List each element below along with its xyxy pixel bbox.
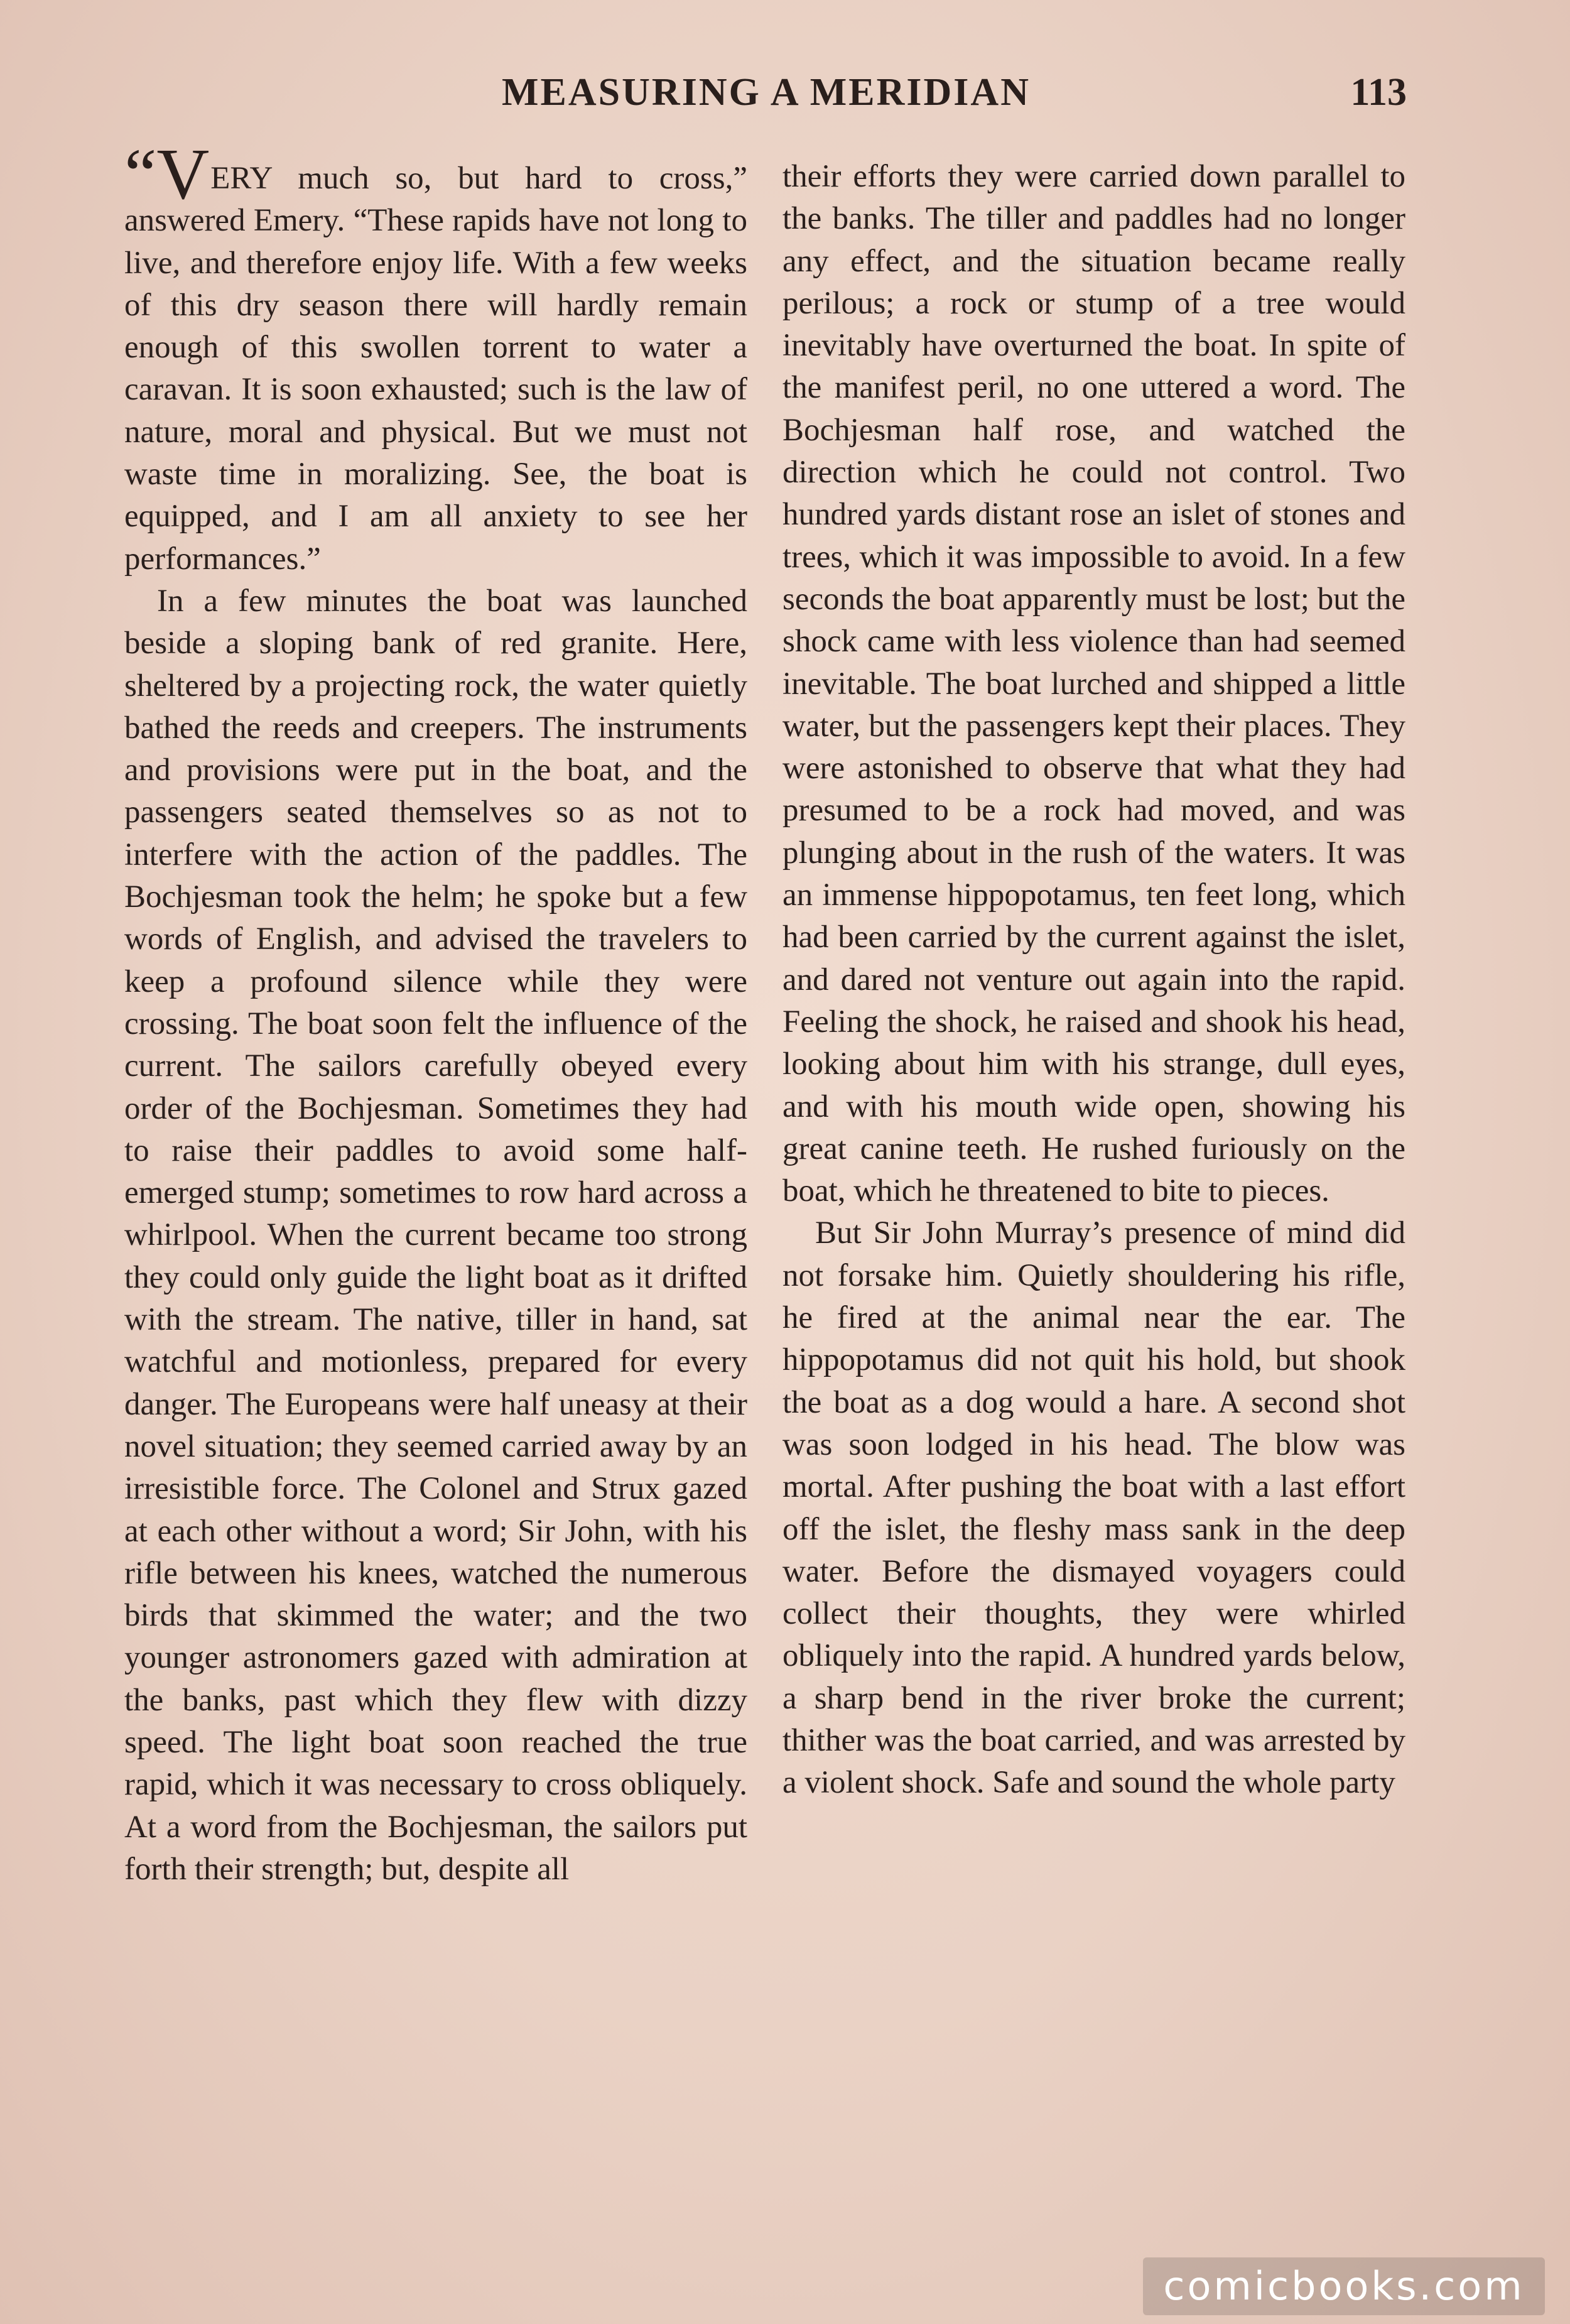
paragraph: their efforts they were carried down parallel to the banks. The tiller and paddles had no longer any effect, and the situation became really perilous; a rock or stump of a tree would inevitably have overturned the boat. In spite of the manifest peril, no one uttered a word. The Bochjesman half rose, and watched the direction which he could not control. Two hundred yards distant rose an islet of stones and trees, which it was impossible to avoid. In a few seconds the boat apparently must be lost; but the shock came with less violence than had seemed inevitable. The boat lurched and shipped a little water, but the passengers kept their places. They were astonished to observe that what they had presumed to be a rock had moved, and was plunging about in the rush of the waters. It was an immense hippopotamus, ten feet long, which had been carried by the current against the islet, and dared not venture out again into the rapid. Feeling the shock, he raised and shook his head, looking about him with his strange, dull eyes, and with his mouth wide open, showing his great canine teeth. He rushed furiously on the boat, which he threatened to bite to pieces. <box>782 159 1405 1209</box>
paragraph-text: ERY much so, but hard to cross,” answered Emery. “These rapids have not long to live, and therefore enjoy life. With a few weeks of this dry season there will hardly remain enough of this swollen torrent to water a caravan. It is soon exhausted; such is the law of nature, moral and physical. But we must not waste time in moralizing. See, the boat is equipped, and I am all anxiety to see her performances.” <box>124 161 747 577</box>
paragraph: But Sir John Murray’s presence of mind did not forsake him. Quietly shouldering his rifle, he fired at the animal near the ear. The hippopotamus did not quit his hold, but shook the boat as a dog would a hare. A second shot was soon lodged in his head. The blow was mortal. After pushing the boat with a last effort off the islet, the fleshy mass sank in the deep water. Before the dismayed voyagers could collect their thoughts, they were whirled obliquely into the rapid. A hundred yards below, a sharp bend in the river broke the current; thither was the boat carried, and was arrested by a violent shock. Safe and sound the whole party <box>782 1215 1405 1801</box>
drop-cap: “V <box>124 134 210 215</box>
left-column <box>124 134 747 1891</box>
paragraph <box>124 134 747 580</box>
watermark: comicbooks.com <box>1143 2257 1545 2315</box>
page-number: 113 <box>1350 71 1407 114</box>
text-columns <box>124 134 1405 1891</box>
right-column <box>782 156 1405 1891</box>
paragraph: In a few minutes the boat was launched beside a sloping bank of red granite. Here, sheltered by a projecting rock, the water quietly bathed the reeds and creepers. The instruments and provisions were put in the boat, and the passengers seated themselves so as not to interfere with the action of the paddles. The Bochjesman took the helm; he spoke but a few words of English, and advised the travelers to keep a profound silence while they were crossing. The boat soon felt the influence of the current. The sailors carefully obeyed every order of the Bochjesman. Sometimes they had to raise their paddles to avoid some half-emerged stump; sometimes to row hard across a whirlpool. When the current became too strong they could only guide the light boat as it drifted with the stream. The native, tiller in hand, sat watchful and motionless, prepared for every danger. The Europeans were half uneasy at their novel situation; they seemed carried away by an irresistible force. The Colonel and Strux gazed at each other without a word; Sir John, with his rifle between his knees, watched the numerous birds that skimmed the water; and the two younger astronomers gazed with admiration at the banks, past which they flew with dizzy speed. The light boat soon reached the true rapid, which it was necessary to cross obliquely. At a word from the Bochjesman, the sailors put forth their strength; but, despite all <box>124 583 747 1887</box>
running-head: MEASURING A MERIDIAN <box>502 71 1031 114</box>
page-header <box>126 70 1407 127</box>
